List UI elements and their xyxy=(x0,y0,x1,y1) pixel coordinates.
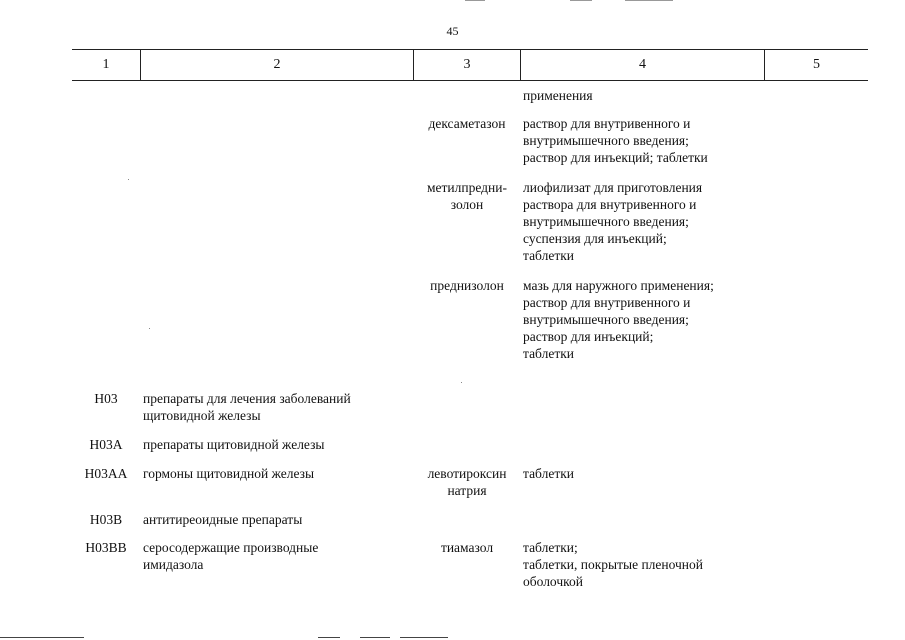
description-cell: серосодержащие производные имидазола xyxy=(143,540,319,572)
header-bottom-rule xyxy=(72,80,868,81)
drug-name-cell: преднизолон xyxy=(430,278,504,293)
scan-speck xyxy=(149,328,150,329)
dosage-form-cell: таблетки; таблетки, покрытые пленочной оболочкой xyxy=(523,540,704,589)
header-col-4: 4 xyxy=(639,57,646,72)
scan-speck xyxy=(461,382,462,383)
atc-code-cell: H03A xyxy=(89,437,123,452)
scan-mark xyxy=(360,637,390,638)
atc-code-cell: H03AA xyxy=(84,466,128,481)
scan-mark xyxy=(400,637,448,638)
scan-speck xyxy=(128,179,129,180)
header-col-2: 2 xyxy=(273,57,281,72)
description-cell: гормоны щитовидной железы xyxy=(143,466,315,481)
drug-name-cell: метилпредни- золон xyxy=(427,180,507,212)
atc-code-cell: H03BB xyxy=(85,540,127,555)
drug-name-cell: тиамазол xyxy=(440,540,494,555)
scan-mark xyxy=(465,0,485,1)
header-col-3: 3 xyxy=(463,57,471,72)
atc-code-cell: H03 xyxy=(94,391,118,406)
scan-mark xyxy=(0,637,84,638)
description-cell: препараты щитовидной железы xyxy=(143,437,325,452)
drug-name-cell: левотироксин натрия xyxy=(427,466,507,498)
description-cell: препараты для лечения заболеваний щитовидной железы xyxy=(143,391,351,423)
scan-mark xyxy=(625,0,673,1)
scan-mark xyxy=(318,637,340,638)
dosage-form-cell: лиофилизат для приготовления раствора для внутривенного и внутримышечного введения; суспензия для инъекций; таблетки xyxy=(523,180,703,263)
scan-mark xyxy=(570,0,592,1)
page-number: 45 xyxy=(446,24,459,38)
dosage-form-cell: мазь для наружного применения; раствор для внутривенного и внутримышечного введения; раствор для инъекций; таблетки xyxy=(523,278,714,361)
header-top-rule xyxy=(72,49,868,50)
dosage-form-cell: применения xyxy=(523,88,593,103)
dosage-form-cell: раствор для внутривенного и внутримышечного введения; раствор для инъекций; таблетки xyxy=(523,116,708,165)
atc-code-cell: H03B xyxy=(89,512,123,527)
drug-name-cell: дексаметазон xyxy=(428,116,506,131)
dosage-form-cell: таблетки xyxy=(523,466,575,481)
description-cell: антитиреоидные препараты xyxy=(143,512,303,527)
header-col-5: 5 xyxy=(813,57,820,72)
header-col-1: 1 xyxy=(102,57,110,72)
